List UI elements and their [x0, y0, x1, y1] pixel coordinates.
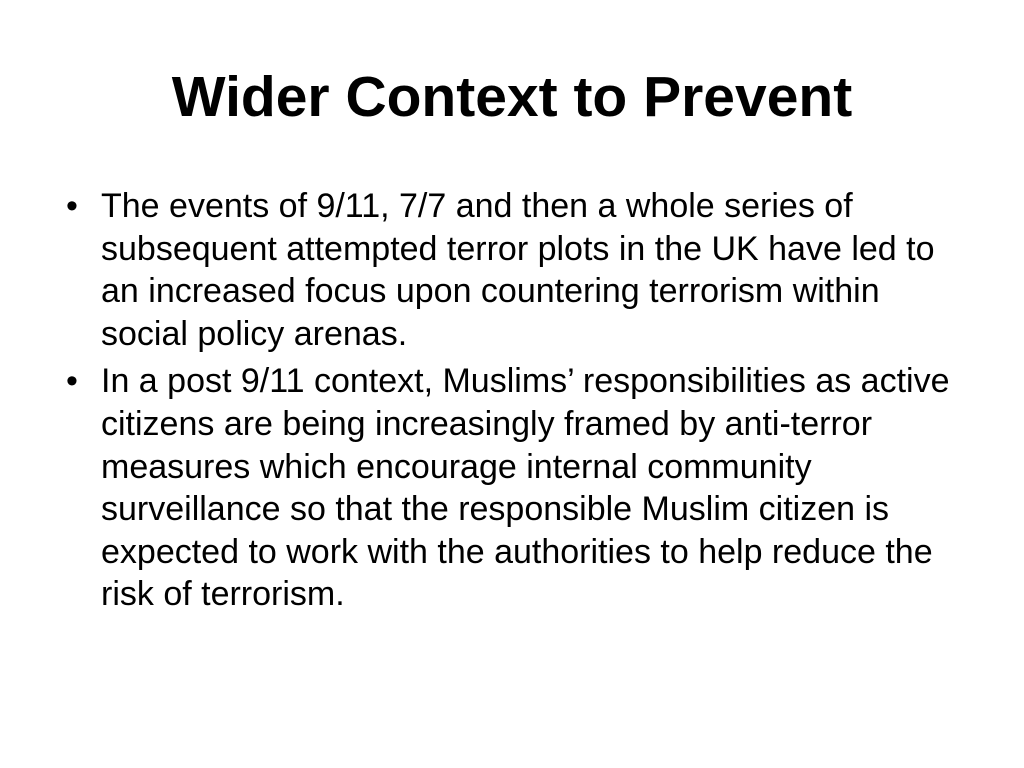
bullet-list — [62, 185, 962, 621]
bullet-icon: • — [66, 187, 78, 225]
bullet-text: The events of 9/11, 7/7 and then a whole series of subsequent attempted terror plots in the UK have led to an increased focus upon countering terrorism within social policy arenas. — [101, 187, 935, 353]
bullet-icon: • — [66, 362, 78, 401]
bullet-item-1 — [62, 185, 962, 355]
bullet-item-2 — [62, 360, 962, 616]
bullet-text: In a post 9/11 context, Muslims’ responsibilities as active citizens are being increasingly framed by anti-terror measures which encourage internal community surveillance so that the responsible Muslim citizen is expected to work with the authorities to help reduce the risk of terrorism. — [101, 362, 950, 614]
slide-title: Wider Context to Prevent — [171, 65, 853, 129]
